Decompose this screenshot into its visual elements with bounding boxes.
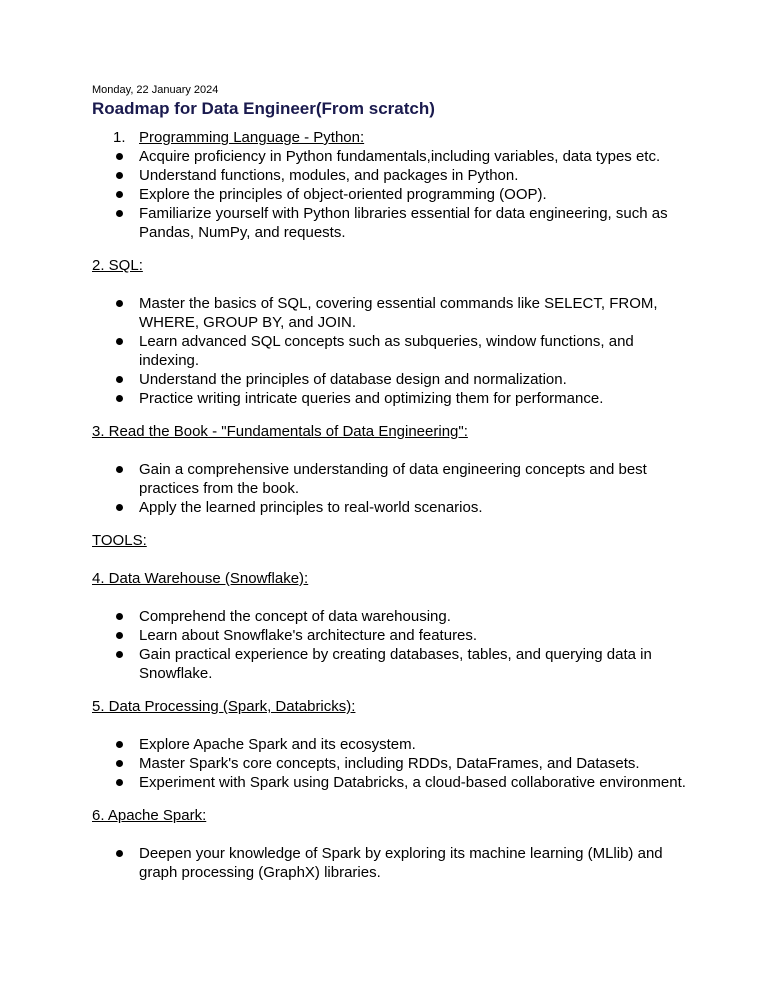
list-item: Gain practical experience by creating databases, tables, and querying data in Snowflake. [92, 645, 692, 683]
list-item: Master the basics of SQL, covering essential commands like SELECT, FROM, WHERE, GROUP BY, and JOIN. [92, 294, 692, 332]
tools-heading: TOOLS: [92, 532, 147, 549]
bullet-icon [116, 613, 123, 620]
bullet-icon [116, 191, 123, 198]
bullet-icon [116, 172, 123, 179]
bullet-icon [116, 850, 123, 857]
bullet-icon [116, 779, 123, 786]
list-item: Experiment with Spark using Databricks, a cloud-based collaborative environment. [92, 773, 692, 792]
list-item: Understand the principles of database design and normalization. [92, 370, 692, 389]
bullet-icon [116, 376, 123, 383]
section-1-heading-item [92, 128, 692, 147]
bullet-icon [116, 504, 123, 511]
section-5-heading: 5. Data Processing (Spark, Databricks): [92, 698, 356, 715]
bullet-icon [116, 466, 123, 473]
section-3-heading: 3. Read the Book - "Fundamentals of Data Engineering": [92, 423, 468, 440]
list-item: Understand functions, modules, and packages in Python. [92, 166, 692, 185]
list-item: Familiarize yourself with Python libraries essential for data engineering, such as Pandas, NumPy, and requests. [92, 204, 692, 242]
section-3-bullets [92, 460, 692, 517]
document-title: Roadmap for Data Engineer(From scratch) [92, 99, 435, 118]
section-1 [92, 128, 692, 147]
bullet-icon [116, 210, 123, 217]
section-5-bullets [92, 735, 692, 792]
section-2-heading: 2. SQL: [92, 257, 143, 274]
list-item: Comprehend the concept of data warehousing. [92, 607, 692, 626]
bullet-icon [116, 760, 123, 767]
bullet-icon [116, 651, 123, 658]
section-1-number: 1. [113, 129, 126, 146]
bullet-icon [116, 300, 123, 307]
bullet-icon [116, 395, 123, 402]
bullet-icon [116, 338, 123, 345]
list-item: Gain a comprehensive understanding of data engineering concepts and best practices from the book. [92, 460, 692, 498]
bullet-icon [116, 632, 123, 639]
bullet-icon [116, 153, 123, 160]
section-4-bullets [92, 607, 692, 683]
list-item: Acquire proficiency in Python fundamentals,including variables, data types etc. [92, 147, 692, 166]
list-item: Learn advanced SQL concepts such as subqueries, window functions, and indexing. [92, 332, 692, 370]
section-6-heading: 6. Apache Spark: [92, 807, 207, 824]
list-item: Master Spark's core concepts, including RDDs, DataFrames, and Datasets. [92, 754, 692, 773]
section-6-bullets [92, 844, 692, 882]
section-2-bullets [92, 294, 692, 408]
bullet-icon [116, 741, 123, 748]
section-1-bullets [92, 147, 692, 242]
list-item: Explore the principles of object-oriented programming (OOP). [92, 185, 692, 204]
list-item: Deepen your knowledge of Spark by exploring its machine learning (MLlib) and graph processing (GraphX) libraries. [92, 844, 692, 882]
document-page [92, 84, 692, 882]
section-1-heading: Programming Language - Python: [139, 129, 365, 146]
section-4-heading: 4. Data Warehouse (Snowflake): [92, 570, 309, 587]
list-item: Learn about Snowflake's architecture and features. [92, 626, 692, 645]
list-item: Apply the learned principles to real-world scenarios. [92, 498, 692, 517]
list-item: Practice writing intricate queries and optimizing them for performance. [92, 389, 692, 408]
document-date: Monday, 22 January 2024 [92, 84, 219, 96]
list-item: Explore Apache Spark and its ecosystem. [92, 735, 692, 754]
